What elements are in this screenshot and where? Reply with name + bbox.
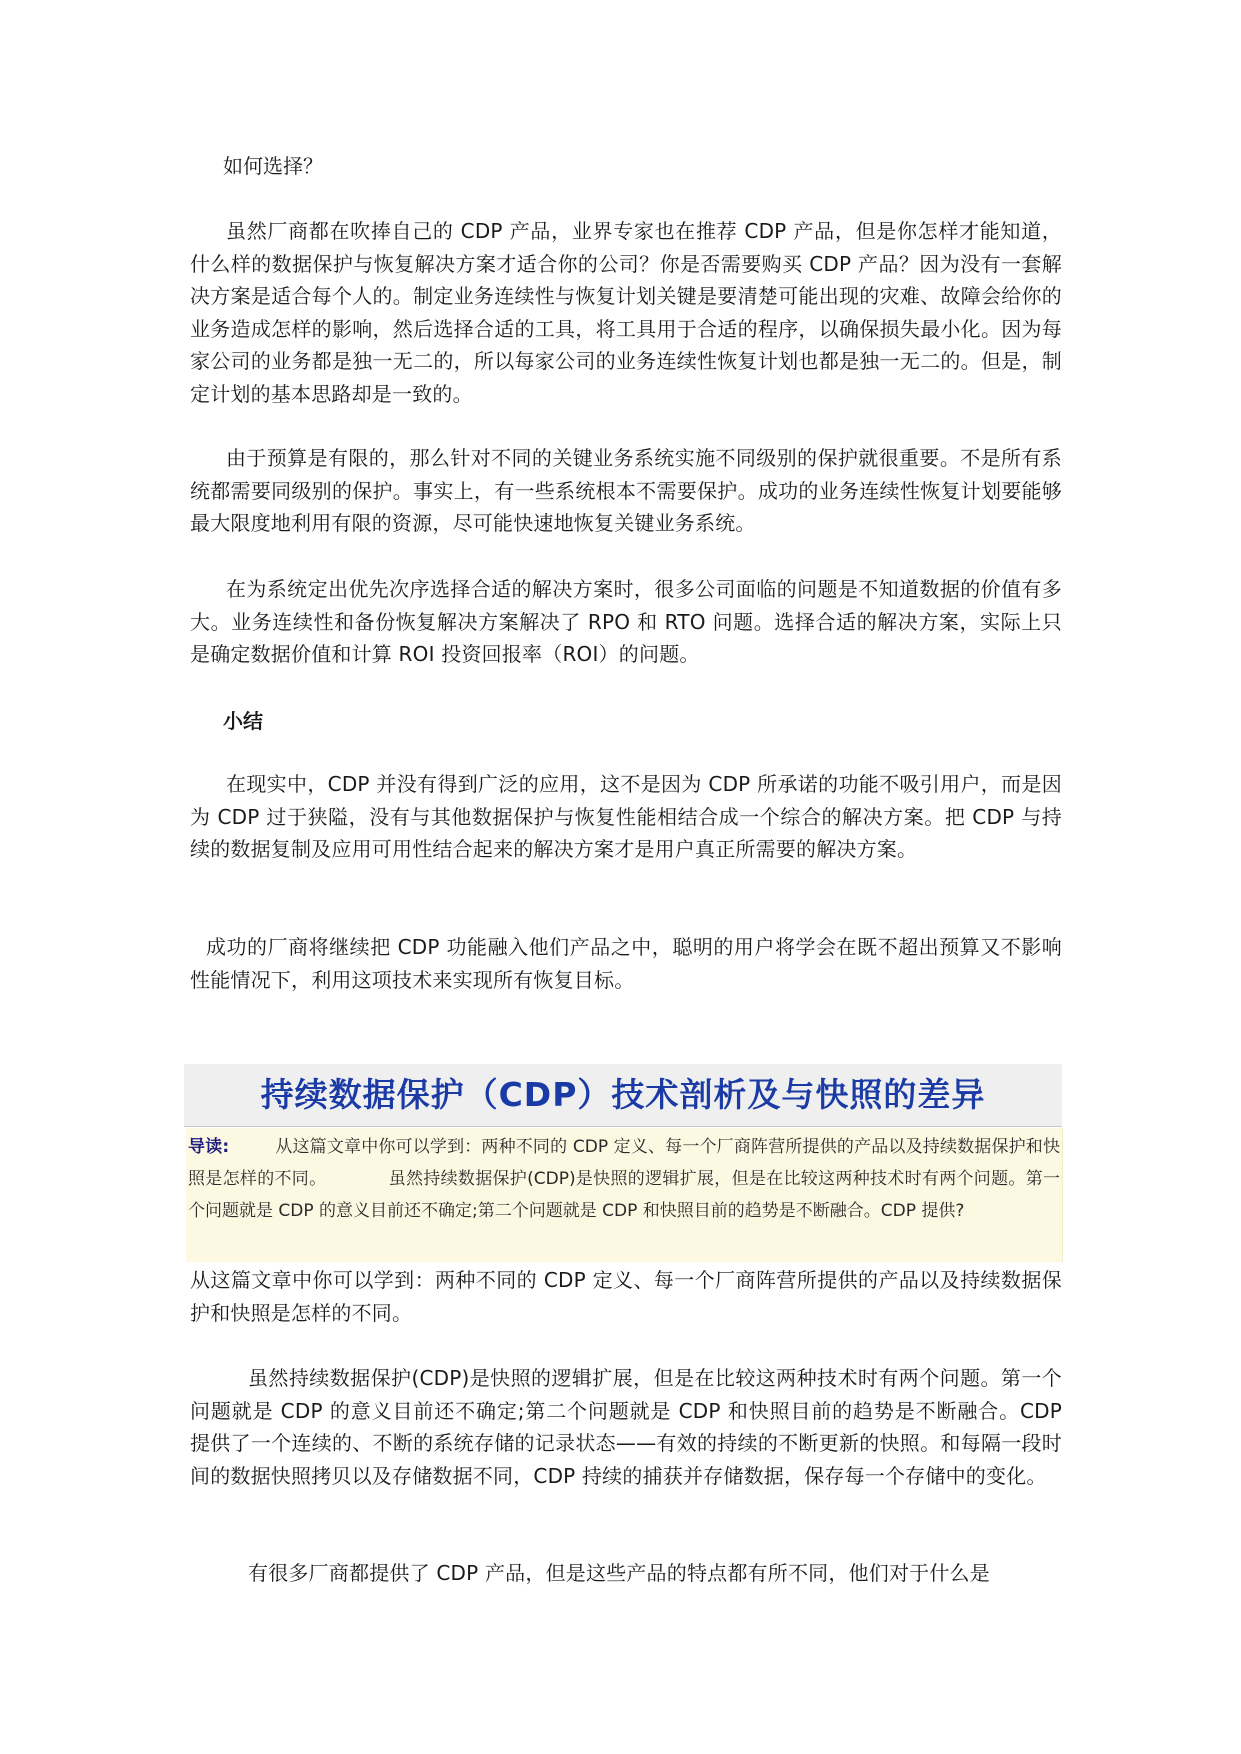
paragraph: 在现实中，CDP 并没有得到广泛的应用，这不是因为 CDP 所承诺的功能不吸引用户，而是因为 CDP 过于狭隘，没有与其他数据保护与恢复性能相结合成一个综合的解决方案。把 CDP 与持续的数据复制及应用可用性结合起来的解决方案才是用户真正所需要的解决方案。 xyxy=(190,772,1062,861)
paragraph: 由于预算是有限的，那么针对不同的关键业务系统实施不同级别的保护就很重要。不是所有系统都需要同级别的保护。事实上，有一些系统根本不需要保护。成功的业务连续性恢复计划要能够最大限度地利用有限的资源，尽可能快速地恢复关键业务系统。 xyxy=(190,446,1062,535)
section-heading-how-to-choose: 如何选择？ xyxy=(223,154,323,178)
paragraph: 虽然厂商都在吹捧自己的 CDP 产品，业界专家也在推荐 CDP 产品，但是你怎样才能知道，什么样的数据保护与恢复解决方案才适合你的公司？你是否需要购买 CDP 产品？因为没有一套解决方案是适合每个人的。制定业务连续性与恢复计划关键是要清楚可能出现的灾难、故障会给你的业务造成怎样的影响，然后选择合适的工具，将工具用于合适的程序，以确保损失最小化。因为每家公司的业务都是独一无二的，所以每家公司的业务连续性恢复计划也都是独一无二的。但是，制定计划的基本思路却是一致的。 xyxy=(190,219,1062,406)
paragraph: 虽然持续数据保护(CDP)是快照的逻辑扩展，但是在比较这两种技术时有两个问题。第一个问题就是 CDP 的意义目前还不确定;第二个问题就是 CDP 和快照目前的趋势是不断融合。CDP 提供了一个连续的、不断的系统存储的记录状态——有效的持续的不断更新的快照。和每隔一段时间的数据快照拷贝以及存储数据不同，CDP 持续的捕获并存储数据，保存每一个存储中的变化。 xyxy=(190,1366,1062,1488)
article-title: 持续数据保护（CDP）技术剖析及与快照的差异 xyxy=(260,1075,986,1114)
guide-part-1: 从这篇文章中你可以学到：两种不同的 CDP 定义、每一个厂商阵营所提供的产品以及持续数据保护和快照是怎样的不同。 xyxy=(188,1137,1060,1189)
guide-label: 导读: xyxy=(188,1137,230,1157)
guide-box xyxy=(186,1128,1063,1262)
paragraph: 有很多厂商都提供了 CDP 产品，但是这些产品的特点都有所不同，他们对于什么是 xyxy=(248,1561,990,1585)
paragraph: 在为系统定出优先次序选择合适的解决方案时，很多公司面临的问题是不知道数据的价值有多大。业务连续性和备份恢复解决方案解决了 RPO 和 RTO 问题。选择合适的解决方案，实际上只是确定数据价值和计算 ROI 投资回报率（ROI）的问题。 xyxy=(190,577,1062,666)
guide-text xyxy=(186,1128,1062,1227)
guide-part-2: 虽然持续数据保护(CDP)是快照的逻辑扩展，但是在比较这两种技术时有两个问题。第一个问题就是 CDP 的意义目前还不确定;第二个问题就是 CDP 和快照目前的趋势是不断融合。CDP 提供? xyxy=(188,1169,1060,1221)
paragraph: 成功的厂商将继续把 CDP 功能融入他们产品之中，聪明的用户将学会在既不超出预算又不影响性能情况下，利用这项技术来实现所有恢复目标。 xyxy=(190,935,1062,992)
paragraph: 从这篇文章中你可以学到：两种不同的 CDP 定义、每一个厂商阵营所提供的产品以及持续数据保护和快照是怎样的不同。 xyxy=(190,1268,1062,1325)
section-heading-summary: 小结 xyxy=(223,709,263,733)
article-title-bar xyxy=(184,1064,1062,1127)
